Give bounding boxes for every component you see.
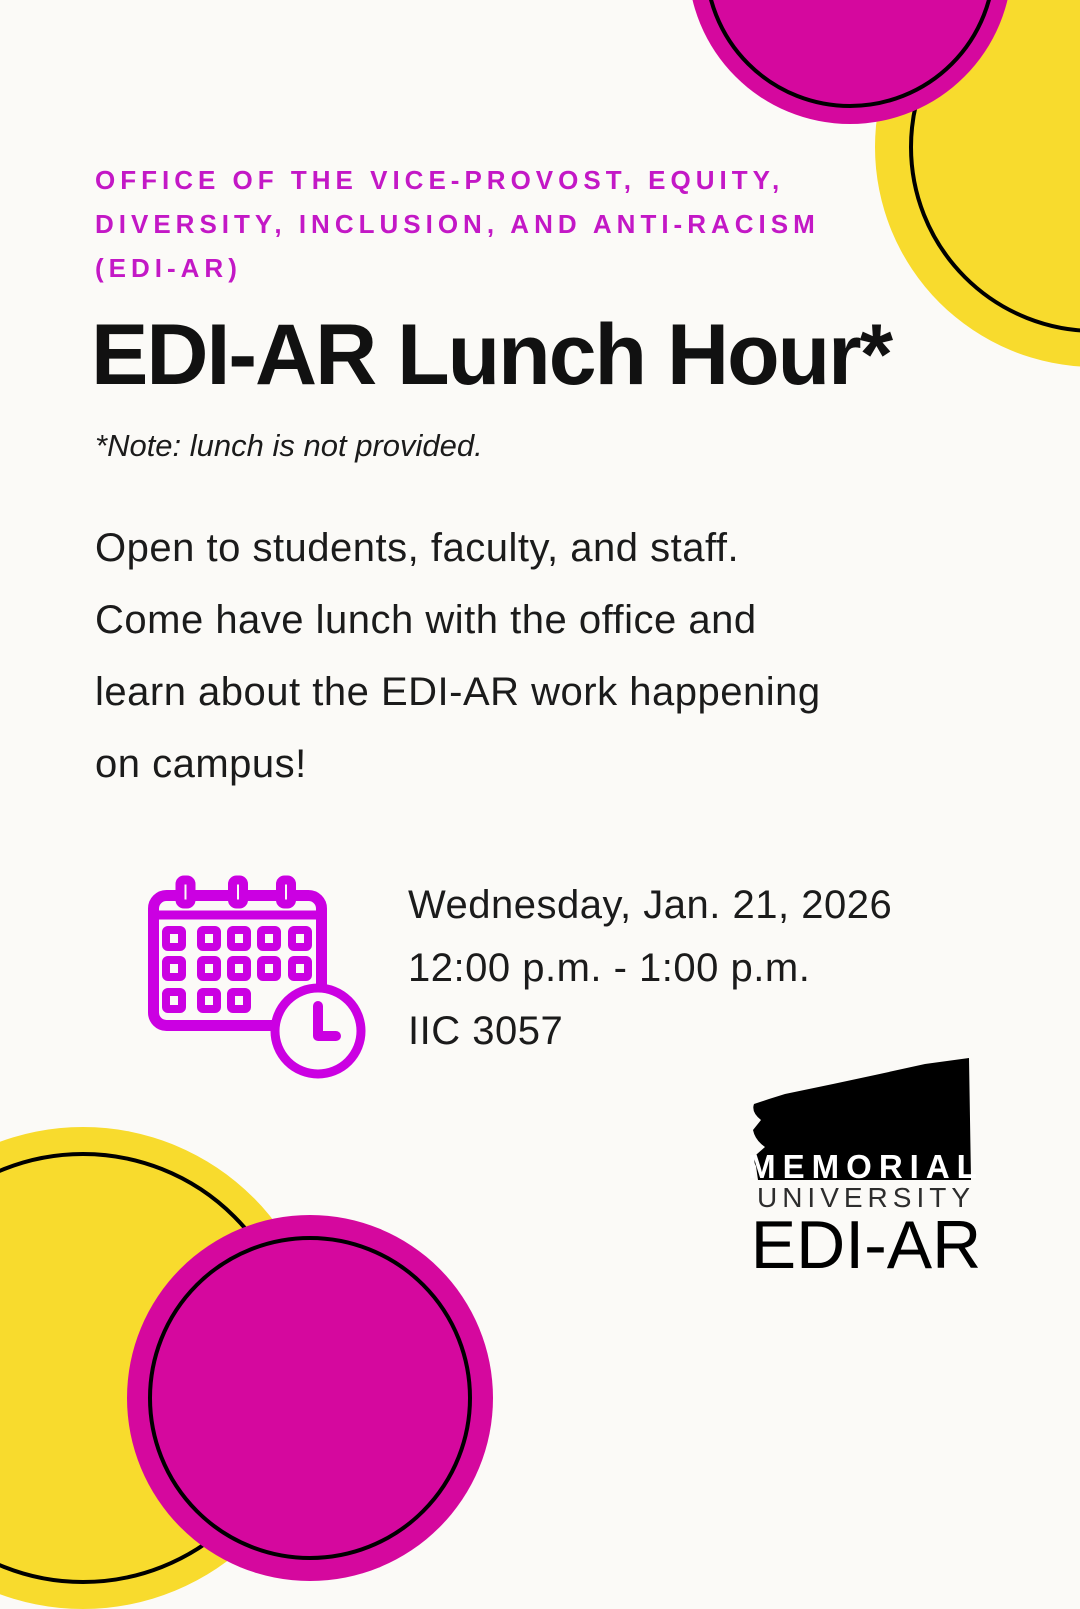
memorial-edi-ar-logo — [742, 1054, 990, 1284]
body-line-3: learn about the EDI-AR work happening — [95, 670, 821, 714]
office-eyebrow — [95, 158, 820, 290]
body-line-1: Open to students, faculty, and staff. — [95, 526, 740, 570]
logo-university-text: UNIVERSITY — [756, 1182, 976, 1213]
body-line-4: on campus! — [95, 742, 307, 786]
office-eyebrow-line-3: (EDI-AR) — [95, 253, 242, 283]
logo-memorial-text: MEMORIAL — [748, 1148, 984, 1185]
title-note: *Note: lunch is not provided. — [95, 428, 483, 463]
office-eyebrow-line-1: OFFICE OF THE VICE-PROVOST, EQUITY, — [95, 165, 785, 195]
logo-edi-ar-text: EDI-AR — [750, 1207, 982, 1283]
body-paragraph — [95, 512, 821, 800]
event-location: IIC 3057 — [408, 1009, 564, 1053]
office-eyebrow-line-2: DIVERSITY, INCLUSION, AND ANTI-RACISM — [95, 209, 820, 239]
poster-title: EDI-AR Lunch Hour* — [91, 307, 892, 403]
event-time: 12:00 p.m. - 1:00 p.m. — [408, 946, 811, 990]
event-date: Wednesday, Jan. 21, 2026 — [408, 883, 893, 927]
calendar-clock-icon — [146, 870, 376, 1085]
body-line-2: Come have lunch with the office and — [95, 598, 757, 642]
